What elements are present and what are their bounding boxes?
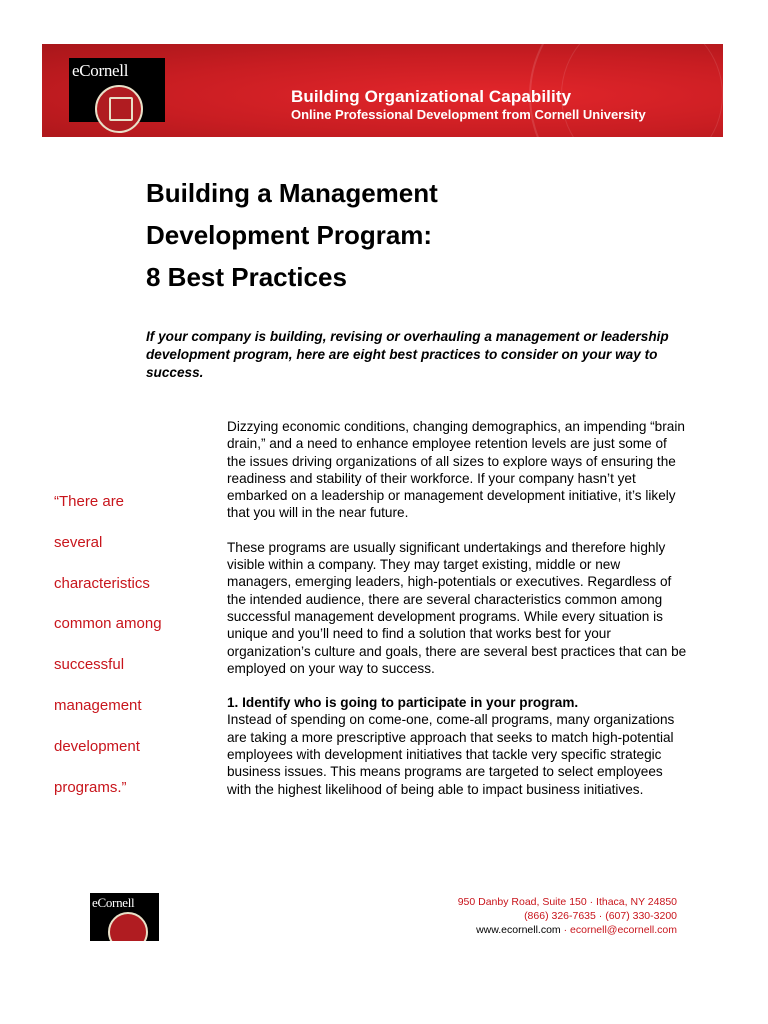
body-column <box>227 418 687 815</box>
email-link[interactable]: ecornell@ecornell.com <box>570 924 677 936</box>
title-line: Development Program: <box>146 220 433 250</box>
title-line: 8 Best Practices <box>146 262 347 292</box>
body-paragraph: These programs are usually significant undertakings and therefore highly visible within a company. They may target existing, middle or new managers, emerging leaders, high-potentials or executives. Regardless of the intended audience, there are several characteristics common among successful management development programs. While every situation is unique and you’ll need to find a solution that works best for your organization’s culture and goals, there are several best practices that can be employed on your way to success. <box>227 539 687 676</box>
document-title <box>146 172 438 298</box>
pull-quote-line: development <box>54 737 140 755</box>
pull-quote <box>54 482 214 808</box>
footer-contact <box>458 895 677 937</box>
intro-paragraph: If your company is building, revising or overhauling a management or leadership development program, here are eight best practices to consider on your way to success. <box>146 329 669 380</box>
footer-ecornell-logo <box>90 893 159 941</box>
pull-quote-line: characteristics <box>54 574 150 592</box>
footer-logo-text: eCornell <box>92 895 135 910</box>
footer-phones: (866) 326-7635 · (607) 330-3200 <box>524 910 677 922</box>
header-banner <box>42 44 723 137</box>
separator: · <box>563 924 568 936</box>
banner-subtitle: Online Professional Development from Cornell University <box>291 107 646 122</box>
section-body: Instead of spending on come-one, come-all programs, many organizations are taking a more prescriptive approach that seeks to match high-potential employees with development initiatives that tackle very specific strategic business issues. This means programs are targeted to select employees with the highest likelihood of being able to impact business initiatives. <box>227 712 675 797</box>
cornell-seal-watermark-inner <box>561 44 723 137</box>
section-heading: 1. Identify who is going to participate in your program. <box>227 695 579 711</box>
seal-shield <box>109 97 133 121</box>
pull-quote-line: management <box>54 696 142 714</box>
pull-quote-line: several <box>54 533 103 551</box>
pull-quote-line: common among <box>54 615 162 633</box>
ecornell-logo <box>69 58 165 122</box>
cornell-seal-icon <box>95 85 143 133</box>
title-line: Building a Management <box>146 178 438 208</box>
logo-text: eCornell <box>72 61 129 80</box>
website-link[interactable]: www.ecornell.com <box>476 924 561 936</box>
banner-title: Building Organizational Capability <box>291 87 572 106</box>
pull-quote-line: programs.” <box>54 778 127 796</box>
section-1 <box>227 694 687 798</box>
body-paragraph: Dizzying economic conditions, changing demographics, an impending “brain drain,” and a need to enhance employee retention levels are just some of the issues driving organizations of all sizes to explore ways of ensuring the readiness and stability of their workforce. If your company hasn’t yet embarked on a leadership or management development initiative, it’s likely that you will in the near future. <box>227 419 685 521</box>
pull-quote-line: successful <box>54 656 125 674</box>
footer-address: 950 Danby Road, Suite 150 · Ithaca, NY 24850 <box>457 896 677 908</box>
cornell-seal-icon <box>108 912 148 941</box>
pull-quote-line: “There are <box>54 493 125 510</box>
footer-web-line <box>458 923 677 937</box>
